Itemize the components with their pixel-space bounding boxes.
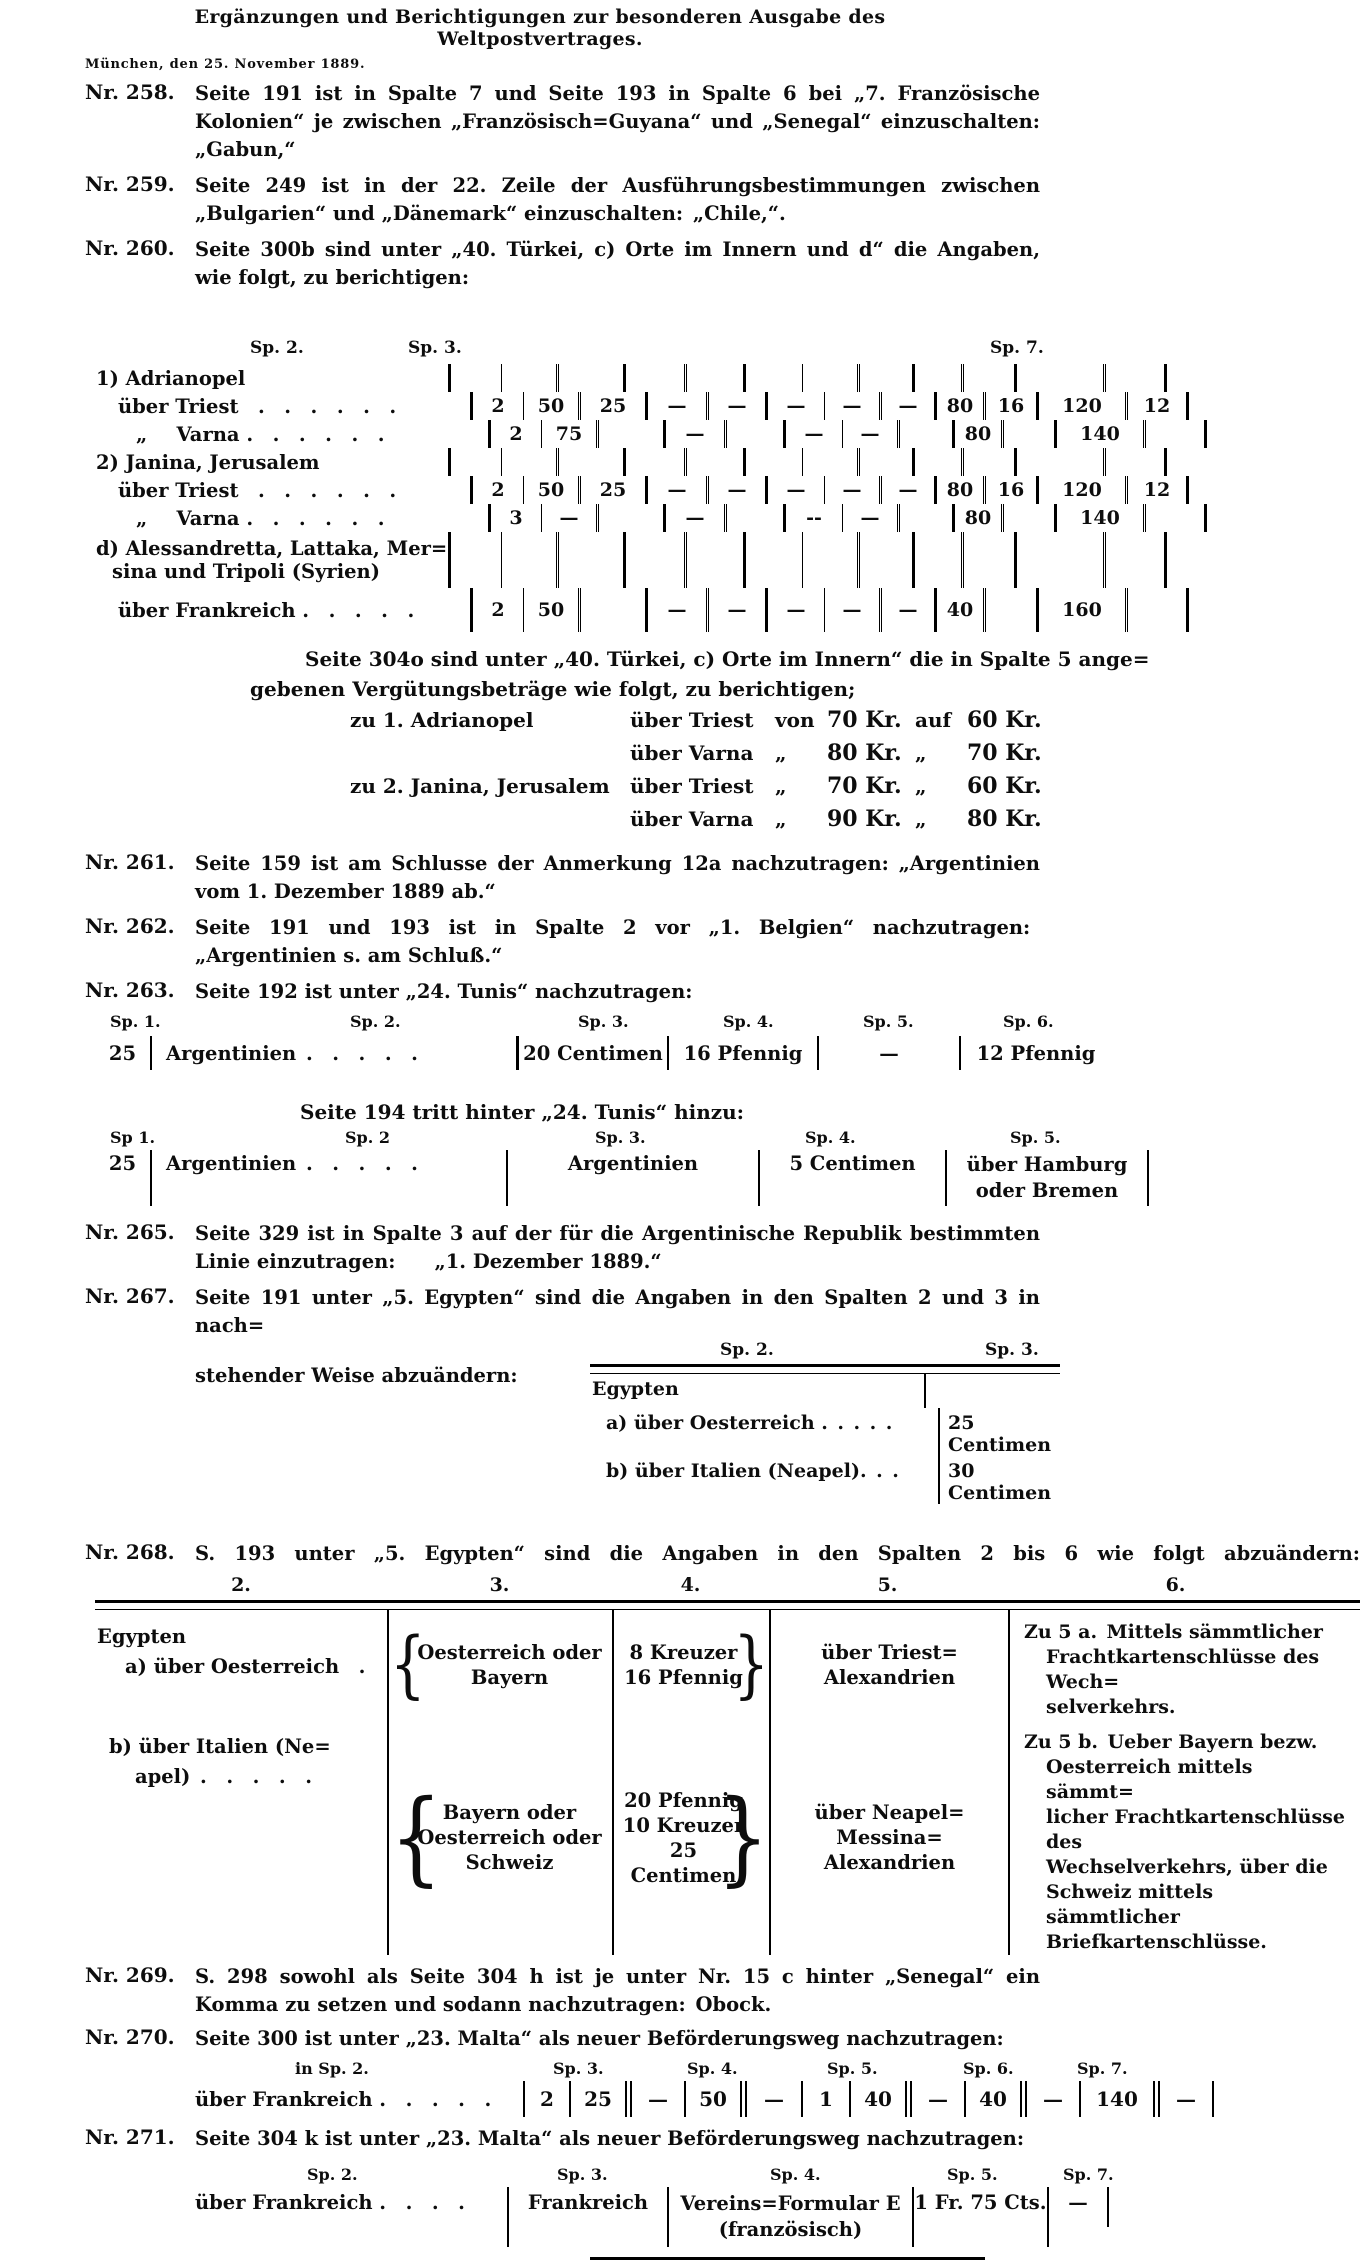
table-row: [95, 1720, 1360, 1955]
entry-number: Nr. 261.: [85, 850, 175, 874]
egypten-191-table: [590, 1340, 1060, 1504]
table-row-group: [90, 364, 1360, 392]
double-rule: [590, 1364, 1060, 1374]
entry-text: S. 193 unter „5. Egypten“ sind die Angaben in den Spalten 2 bis 6 wie folgt abzuändern:: [195, 1542, 1360, 1565]
cell: 50: [523, 476, 578, 504]
table-row: [590, 1456, 1060, 1504]
column-header: Sp. 2: [345, 1128, 391, 1147]
cell: —: [541, 504, 596, 532]
column-header: Sp. 5.: [1010, 1128, 1061, 1147]
entry-260: [85, 236, 1360, 292]
entry-text: Seite 191 und 193 ist in Spalte 2 vor „1. Belgien“ nachzutragen: „Argentinien s. am Schluß.“: [195, 916, 1040, 967]
cell: Argentinien . . . . .: [166, 1152, 418, 1175]
cell: [596, 504, 663, 532]
column-header-sp7: Sp. 7.: [990, 338, 1044, 358]
entry-269: [85, 1963, 1360, 2019]
entry-268: [85, 1540, 1360, 1568]
brace-close: }: [716, 1778, 769, 1897]
egypten-193-table: [95, 1574, 1360, 1955]
table-row: [195, 2081, 1360, 2117]
column-header: Sp. 5.: [947, 2165, 998, 2184]
entry-number: Nr. 265.: [85, 1220, 175, 1244]
table-row: [90, 420, 1360, 448]
malta-300-table: [195, 2059, 1360, 2117]
table-row: [95, 1034, 1360, 1072]
cell: —: [706, 392, 765, 420]
cell: 50: [699, 2087, 727, 2111]
cell: { Oesterreich oder Bayern: [387, 1610, 612, 1720]
cell: --: [783, 504, 842, 532]
cell: —: [824, 588, 879, 632]
table-row: [590, 1408, 1060, 1456]
cell: [578, 588, 645, 632]
column-header: 5.: [877, 1574, 898, 1596]
column-header: Sp 1.: [110, 1128, 156, 1147]
seite-304o-paragraph: [0, 644, 1360, 836]
column-header-sp3: Sp. 3.: [408, 338, 462, 358]
cell: 140: [1054, 504, 1143, 532]
tunis-194-table: [95, 1128, 1360, 1210]
column-header: Sp. 3.: [557, 2165, 608, 2184]
malta-304k-table: [195, 2165, 1360, 2260]
cell: [1001, 504, 1054, 532]
entry-text: Seite 304 k ist unter „23. Malta“ als neuer Beförderungsweg nachzutragen:: [195, 2127, 1025, 2150]
entry-text: stehender Weise abzuändern:: [195, 1364, 518, 1387]
cell: —: [783, 420, 842, 448]
cell: 120: [1036, 392, 1125, 420]
cell: 1: [819, 2087, 833, 2111]
kr-correction-row: über Varna „ 80 Kr. „ 70 Kr.: [630, 740, 1042, 766]
cell: —: [842, 420, 897, 448]
cell: [983, 588, 1036, 632]
table-row: [95, 1610, 1360, 1720]
column-header: Sp. 6.: [963, 2059, 1014, 2078]
cell: 50: [523, 392, 578, 420]
cell: 25: [108, 1152, 137, 1175]
brace-close: }: [733, 1622, 769, 1708]
dateline: München, den 25. November 1889.: [85, 57, 366, 72]
cell: —: [765, 392, 824, 420]
cell: —: [765, 588, 824, 632]
cell: —: [706, 476, 765, 504]
cell: —: [824, 476, 879, 504]
cell: [596, 420, 663, 448]
entry-number: Nr. 267.: [85, 1284, 175, 1308]
cell: 2: [540, 2087, 554, 2111]
cell: 16: [983, 476, 1036, 504]
table-row: [90, 476, 1360, 504]
cell: 25: [584, 2087, 612, 2111]
column-header: Sp. 1.: [110, 1012, 161, 1031]
entry-number: Nr. 258.: [85, 80, 175, 104]
cell: —: [764, 2087, 784, 2111]
cell: 140: [1096, 2087, 1138, 2111]
table-row: [90, 392, 1360, 420]
cell: 16: [983, 392, 1036, 420]
cell: 2: [488, 420, 541, 448]
table-header-row: [95, 1128, 1360, 1150]
table-header-row: [95, 1574, 1360, 1600]
entry-number: Nr. 262.: [85, 914, 175, 938]
entry-text: Seite 249 ist in der 22. Zeile der Ausführungsbestimmungen zwischen „Bulgarien“ und „Dänemark“ einzuschalten: „Chile,“.: [195, 174, 1040, 225]
cell: Frankreich: [527, 2191, 649, 2214]
table-row: [90, 504, 1360, 532]
cell: Zu 5 b. Ueber Bayern bezw. Oesterreich mittels sämmt= licher Frachtkartenschlüsse des Wechselverkehrs, über die Schweiz mittels sämmtlicher Briefkartenschlüsse.: [1008, 1720, 1345, 1955]
table-row: [90, 588, 1360, 632]
entry-261: [85, 850, 1360, 906]
cell: 50: [523, 588, 578, 632]
entry-262: [85, 914, 1360, 970]
column-header: Sp. 2.: [720, 1340, 774, 1360]
cell: [1143, 504, 1207, 532]
cell: 8 Kreuzer 16 Pfennig }: [612, 1610, 769, 1720]
cell: —: [879, 476, 934, 504]
row-label: a) über Oesterreich . . . . .: [606, 1412, 893, 1434]
cell: 20 Centimen: [523, 1041, 663, 1065]
cell: 140: [1054, 420, 1143, 448]
cell: 12: [1125, 476, 1189, 504]
cell: 40: [864, 2087, 892, 2111]
cell: —: [879, 392, 934, 420]
cell: —: [663, 504, 724, 532]
entry-270: [85, 2025, 1360, 2053]
cell: Argentinien: [567, 1152, 699, 1175]
row-label: b) über Italien (Ne= apel) . . . . .: [109, 1735, 331, 1788]
entry-263: [85, 978, 1360, 1006]
cell: —: [928, 2087, 948, 2111]
cell: Zu 5 a. Mittels sämmtlicher Frachtkartenschlüsse des Wech= selverkehrs.: [1008, 1610, 1345, 1720]
entry-text: Seite 192 ist unter „24. Tunis“ nachzutragen:: [195, 980, 693, 1003]
column-header: Sp. 5.: [827, 2059, 878, 2078]
cell: 2: [470, 588, 523, 632]
cell: 12 Pfennig: [976, 1041, 1096, 1065]
cell: 160: [1036, 588, 1125, 632]
entry-text: Seite 191 unter „5. Egypten“ sind die Angaben in den Spalten 2 und 3 in nach=: [195, 1286, 1040, 1337]
entry-265: [85, 1220, 1360, 1276]
row-label: über Frankreich . . . . .: [118, 598, 415, 622]
table-row-group: [90, 448, 1360, 476]
entry-258: [85, 80, 1360, 164]
cell: { Bayern oder Oesterreich oder Schweiz: [387, 1720, 612, 1955]
cell: [1125, 588, 1189, 632]
column-header: 3.: [489, 1574, 510, 1596]
entry-271: [85, 2125, 1360, 2153]
column-header: Sp. 4.: [723, 1012, 774, 1031]
cell: 1 Fr. 75 Cts.: [914, 2191, 1047, 2214]
cell: —: [648, 2087, 668, 2111]
column-rule-double: [1020, 2081, 1027, 2117]
column-header: Sp. 3.: [595, 1128, 646, 1147]
cell: 5 Centimen: [789, 1152, 916, 1175]
entry-text: Seite 300b sind unter „40. Türkei, c) Orte im Innern und d“ die Angaben, wie folgt, zu berichtigen:: [195, 238, 1040, 289]
column-rule-double: [905, 2081, 912, 2117]
cell: —: [1176, 2087, 1196, 2111]
cell: —: [824, 392, 879, 420]
column-header: Sp. 4.: [687, 2059, 738, 2078]
cell: Argentinien . . . . .: [166, 1041, 418, 1065]
entry-number: Nr. 269.: [85, 1963, 175, 1987]
entry-259: [85, 172, 1360, 228]
entry-number: Nr. 259.: [85, 172, 175, 196]
entry-267-continuation: [195, 1340, 1360, 1504]
column-header: Sp. 3.: [553, 2059, 604, 2078]
row-label: über Triest . . . . . .: [118, 478, 397, 502]
row-label: „ Varna . . . . . .: [136, 422, 385, 446]
column-header: Sp. 3.: [578, 1012, 629, 1031]
column-header: Sp. 7.: [1063, 2165, 1114, 2184]
entry-text: Seite 159 ist am Schlusse der Anmerkung 12a nachzutragen: „Argentinien vom 1. Dezember 1889 ab.“: [195, 852, 1040, 903]
paragraph-line: gebenen Vergütungsbeträge wie folgt, zu berichtigen;: [250, 677, 856, 701]
table-row-group: [90, 532, 1360, 588]
entry-number: Nr. 263.: [85, 978, 175, 1002]
cell: [897, 504, 952, 532]
kreuzer-correction-list: [350, 704, 1360, 836]
entry-267: [85, 1284, 1360, 1340]
column-rule: [1147, 1150, 1149, 1206]
cell: 25: [108, 1041, 137, 1065]
cell: 25: [578, 476, 645, 504]
column-header: Sp. 6.: [1003, 1012, 1054, 1031]
column-header: Sp. 4.: [805, 1128, 856, 1147]
cell: 40: [979, 2087, 1007, 2111]
cell: —: [1043, 2087, 1063, 2111]
seite-194-line: Seite 194 tritt hinter „24. Tunis“ hinzu:: [300, 1100, 745, 1124]
row-label: Egypten: [592, 1378, 679, 1400]
column-header: Sp. 2.: [350, 1012, 401, 1031]
double-rule: [95, 1600, 1360, 1610]
entry-number: Nr. 271.: [85, 2125, 175, 2149]
column-header: 4.: [680, 1574, 701, 1596]
column-header-sp2: Sp. 2.: [250, 338, 304, 358]
document-page: [0, 6, 1360, 2260]
cell: über Triest= Alexandrien: [769, 1610, 1008, 1720]
column-rule-double: [740, 2081, 747, 2117]
cell: 12: [1125, 392, 1189, 420]
cell: [1143, 420, 1207, 448]
cell: 120: [1036, 476, 1125, 504]
document-title: Ergänzungen und Berichtigungen zur besonderen Ausgabe des Weltpostvertrages.: [194, 6, 886, 50]
cell: 80: [934, 392, 983, 420]
row-label: 1) Adrianopel: [96, 366, 246, 390]
entry-number: Nr. 268.: [85, 1540, 175, 1564]
table-header-row: [95, 1012, 1360, 1034]
entry-text: Seite 191 ist in Spalte 7 und Seite 193 in Spalte 6 bei „7. Französische Kolonien“ je zwischen „Französisch=Guyana“ und „Senegal“ einzuschalten: „Gabun,“: [195, 82, 1040, 161]
cell: —: [1068, 2191, 1088, 2214]
cell: —: [645, 392, 706, 420]
table-header-row: [195, 2059, 1360, 2081]
entry-number: Nr. 270.: [85, 2025, 175, 2049]
cell: [897, 420, 952, 448]
cell: 25: [578, 392, 645, 420]
cell: 2: [470, 476, 523, 504]
table-header-row: [195, 2165, 1360, 2187]
row-label: über Triest . . . . . .: [118, 394, 397, 418]
cell: 80: [952, 420, 1001, 448]
column-header: Sp. 2.: [307, 2165, 358, 2184]
row-label: Egypten a) über Oesterreich .: [97, 1625, 366, 1678]
column-header: Sp. 4.: [770, 2165, 821, 2184]
cell: [724, 504, 783, 532]
cell: [1001, 420, 1054, 448]
table-row: [195, 2187, 1360, 2247]
cell: 40: [934, 588, 983, 632]
paragraph-line: Seite 304o sind unter „40. Türkei, c) Orte im Innern“ die in Spalte 5 ange=: [305, 647, 1150, 671]
column-rule: [1212, 2081, 1214, 2117]
kr-correction-row: zu 1. Adrianopel über Triest von 70 Kr. auf 60 Kr.: [350, 707, 1042, 733]
cell: 30 Centimen: [938, 1456, 1082, 1504]
cell: [724, 420, 783, 448]
cell: 75: [541, 420, 596, 448]
cell: über Hamburg oder Bremen: [966, 1153, 1128, 1202]
entry-number: Nr. 260.: [85, 236, 175, 260]
cell: 25 Centimen: [938, 1408, 1082, 1456]
cell: —: [645, 476, 706, 504]
tuerkei-rates-table: [90, 338, 1360, 632]
column-header: Sp. 7.: [1077, 2059, 1128, 2078]
cell: —: [842, 504, 897, 532]
cell: 3: [488, 504, 541, 532]
entry-text: Seite 300 ist unter „23. Malta“ als neuer Beförderungsweg nachzutragen:: [195, 2027, 1004, 2050]
cell: 20 Pfennig 10 Kreuzer 25 Centimen }: [612, 1720, 769, 1955]
cell: 2: [470, 392, 523, 420]
cell: über Neapel= Messina= Alexandrien: [769, 1720, 1008, 1955]
cell: —: [706, 588, 765, 632]
cell: Vereins=Formular E (französisch): [680, 2192, 901, 2241]
cell: —: [879, 588, 934, 632]
row-label: über Frankreich . . . . .: [195, 2087, 492, 2111]
cell: 80: [952, 504, 1001, 532]
cell: —: [645, 588, 706, 632]
tunis-192-table: [95, 1012, 1360, 1072]
brace-open: {: [390, 1778, 443, 1897]
entry-text: Seite 329 ist in Spalte 3 auf der für die Argentinische Republik bestimmten Linie einzutragen: „1. Dezember 1889.“: [195, 1222, 1040, 1273]
column-header: in Sp. 2.: [295, 2059, 369, 2078]
entry-text: S. 298 sowohl als Seite 304 h ist je unter Nr. 15 c hinter „Senegal“ ein Komma zu setzen und sodann nachzutragen: Obock.: [195, 1965, 1040, 2016]
cell: 16 Pfennig: [683, 1041, 803, 1065]
table-header-row: [590, 1340, 1060, 1364]
cell: —: [879, 1041, 899, 1065]
cell: —: [765, 476, 824, 504]
row-label: über Frankreich . . . .: [195, 2191, 465, 2214]
kr-correction-row: über Varna „ 90 Kr. „ 80 Kr.: [630, 806, 1042, 832]
column-header: Sp. 5.: [863, 1012, 914, 1031]
column-header: 2.: [231, 1574, 251, 1596]
row-label: 2) Janina, Jerusalem: [96, 450, 320, 474]
table-header-row: [90, 338, 1360, 364]
table-row-group: [590, 1374, 1060, 1408]
cell: 80: [934, 476, 983, 504]
row-label: b) über Italien (Neapel). . .: [606, 1460, 899, 1482]
column-header: Sp. 3.: [985, 1340, 1039, 1360]
brace-open: {: [390, 1622, 426, 1708]
table-row: [95, 1150, 1360, 1210]
row-label: d) Alessandretta, Lattaka, Mer= sina und Tripoli (Syrien): [96, 537, 448, 583]
cell: —: [663, 420, 724, 448]
column-rule-double: [1153, 2081, 1160, 2117]
column-rule: [1107, 2187, 1109, 2227]
column-rule-double: [625, 2081, 632, 2117]
column-header: 6.: [1165, 1574, 1186, 1596]
kr-correction-row: zu 2. Janina, Jerusalem über Triest „ 70 Kr. „ 60 Kr.: [350, 773, 1042, 799]
row-label: „ Varna . . . . . .: [136, 506, 385, 530]
